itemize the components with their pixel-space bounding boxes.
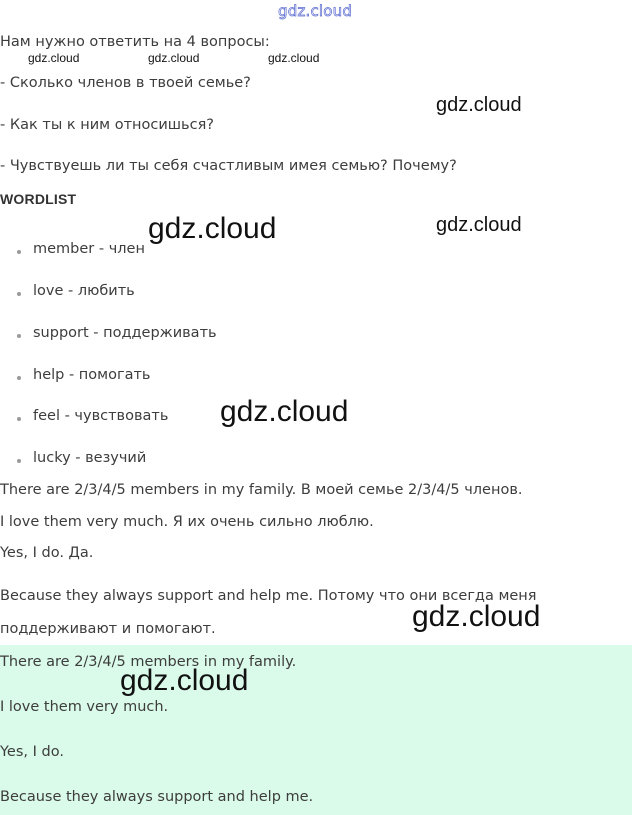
watermark-small: gdz.cloud <box>148 51 200 65</box>
question-item: - Как ты к ним относишься? <box>0 117 214 133</box>
answer-line: Yes, I do. <box>0 744 64 760</box>
wordlist-item: feel - чувствовать <box>33 408 169 424</box>
bullet-icon <box>17 459 21 463</box>
wordlist-item: member - член <box>33 241 145 257</box>
bullet-icon <box>17 334 21 338</box>
bullet-icon <box>17 376 21 380</box>
answer-line: There are 2/3/4/5 members in my family. <box>0 654 297 670</box>
wordlist-item: lucky - везучий <box>33 450 147 466</box>
watermark-large: gdz.cloud <box>148 212 277 245</box>
watermark-medium: gdz.cloud <box>436 214 522 236</box>
wordlist-item: help - помогать <box>33 367 151 383</box>
question-item: - Сколько членов в твоей семье? <box>0 75 251 91</box>
question-item: - Чувствуешь ли ты себя счастливым имея семью? Почему? <box>0 158 457 174</box>
watermark-large: gdz.cloud <box>120 664 249 697</box>
translation-line: There are 2/3/4/5 members in my family. В моей семье 2/3/4/5 членов. <box>0 482 523 498</box>
bullet-icon <box>17 250 21 254</box>
answer-line: Because they always support and help me. <box>0 789 314 805</box>
watermark-top: gdz.cloud <box>278 2 353 20</box>
watermark-medium: gdz.cloud <box>436 94 522 116</box>
watermark-large: gdz.cloud <box>412 600 541 633</box>
watermark-small: gdz.cloud <box>28 51 80 65</box>
wordlist-item: love - любить <box>33 283 135 299</box>
wordlist-item: support - поддерживать <box>33 325 217 341</box>
answer-line: I love them very much. <box>0 699 169 715</box>
bullet-icon <box>17 417 21 421</box>
translation-line: Because they always support and help me. Потому что они всегда меня <box>0 588 537 604</box>
wordlist-heading: WORDLIST <box>0 191 77 207</box>
translation-line: Yes, I do. Да. <box>0 545 94 561</box>
translation-line: поддерживают и помогают. <box>0 621 216 637</box>
watermark-large: gdz.cloud <box>220 395 349 428</box>
watermark-small: gdz.cloud <box>268 51 320 65</box>
translation-line: I love them very much. Я их очень сильно люблю. <box>0 514 374 530</box>
task-intro: Нам нужно ответить на 4 вопросы: <box>0 34 270 50</box>
bullet-icon <box>17 292 21 296</box>
